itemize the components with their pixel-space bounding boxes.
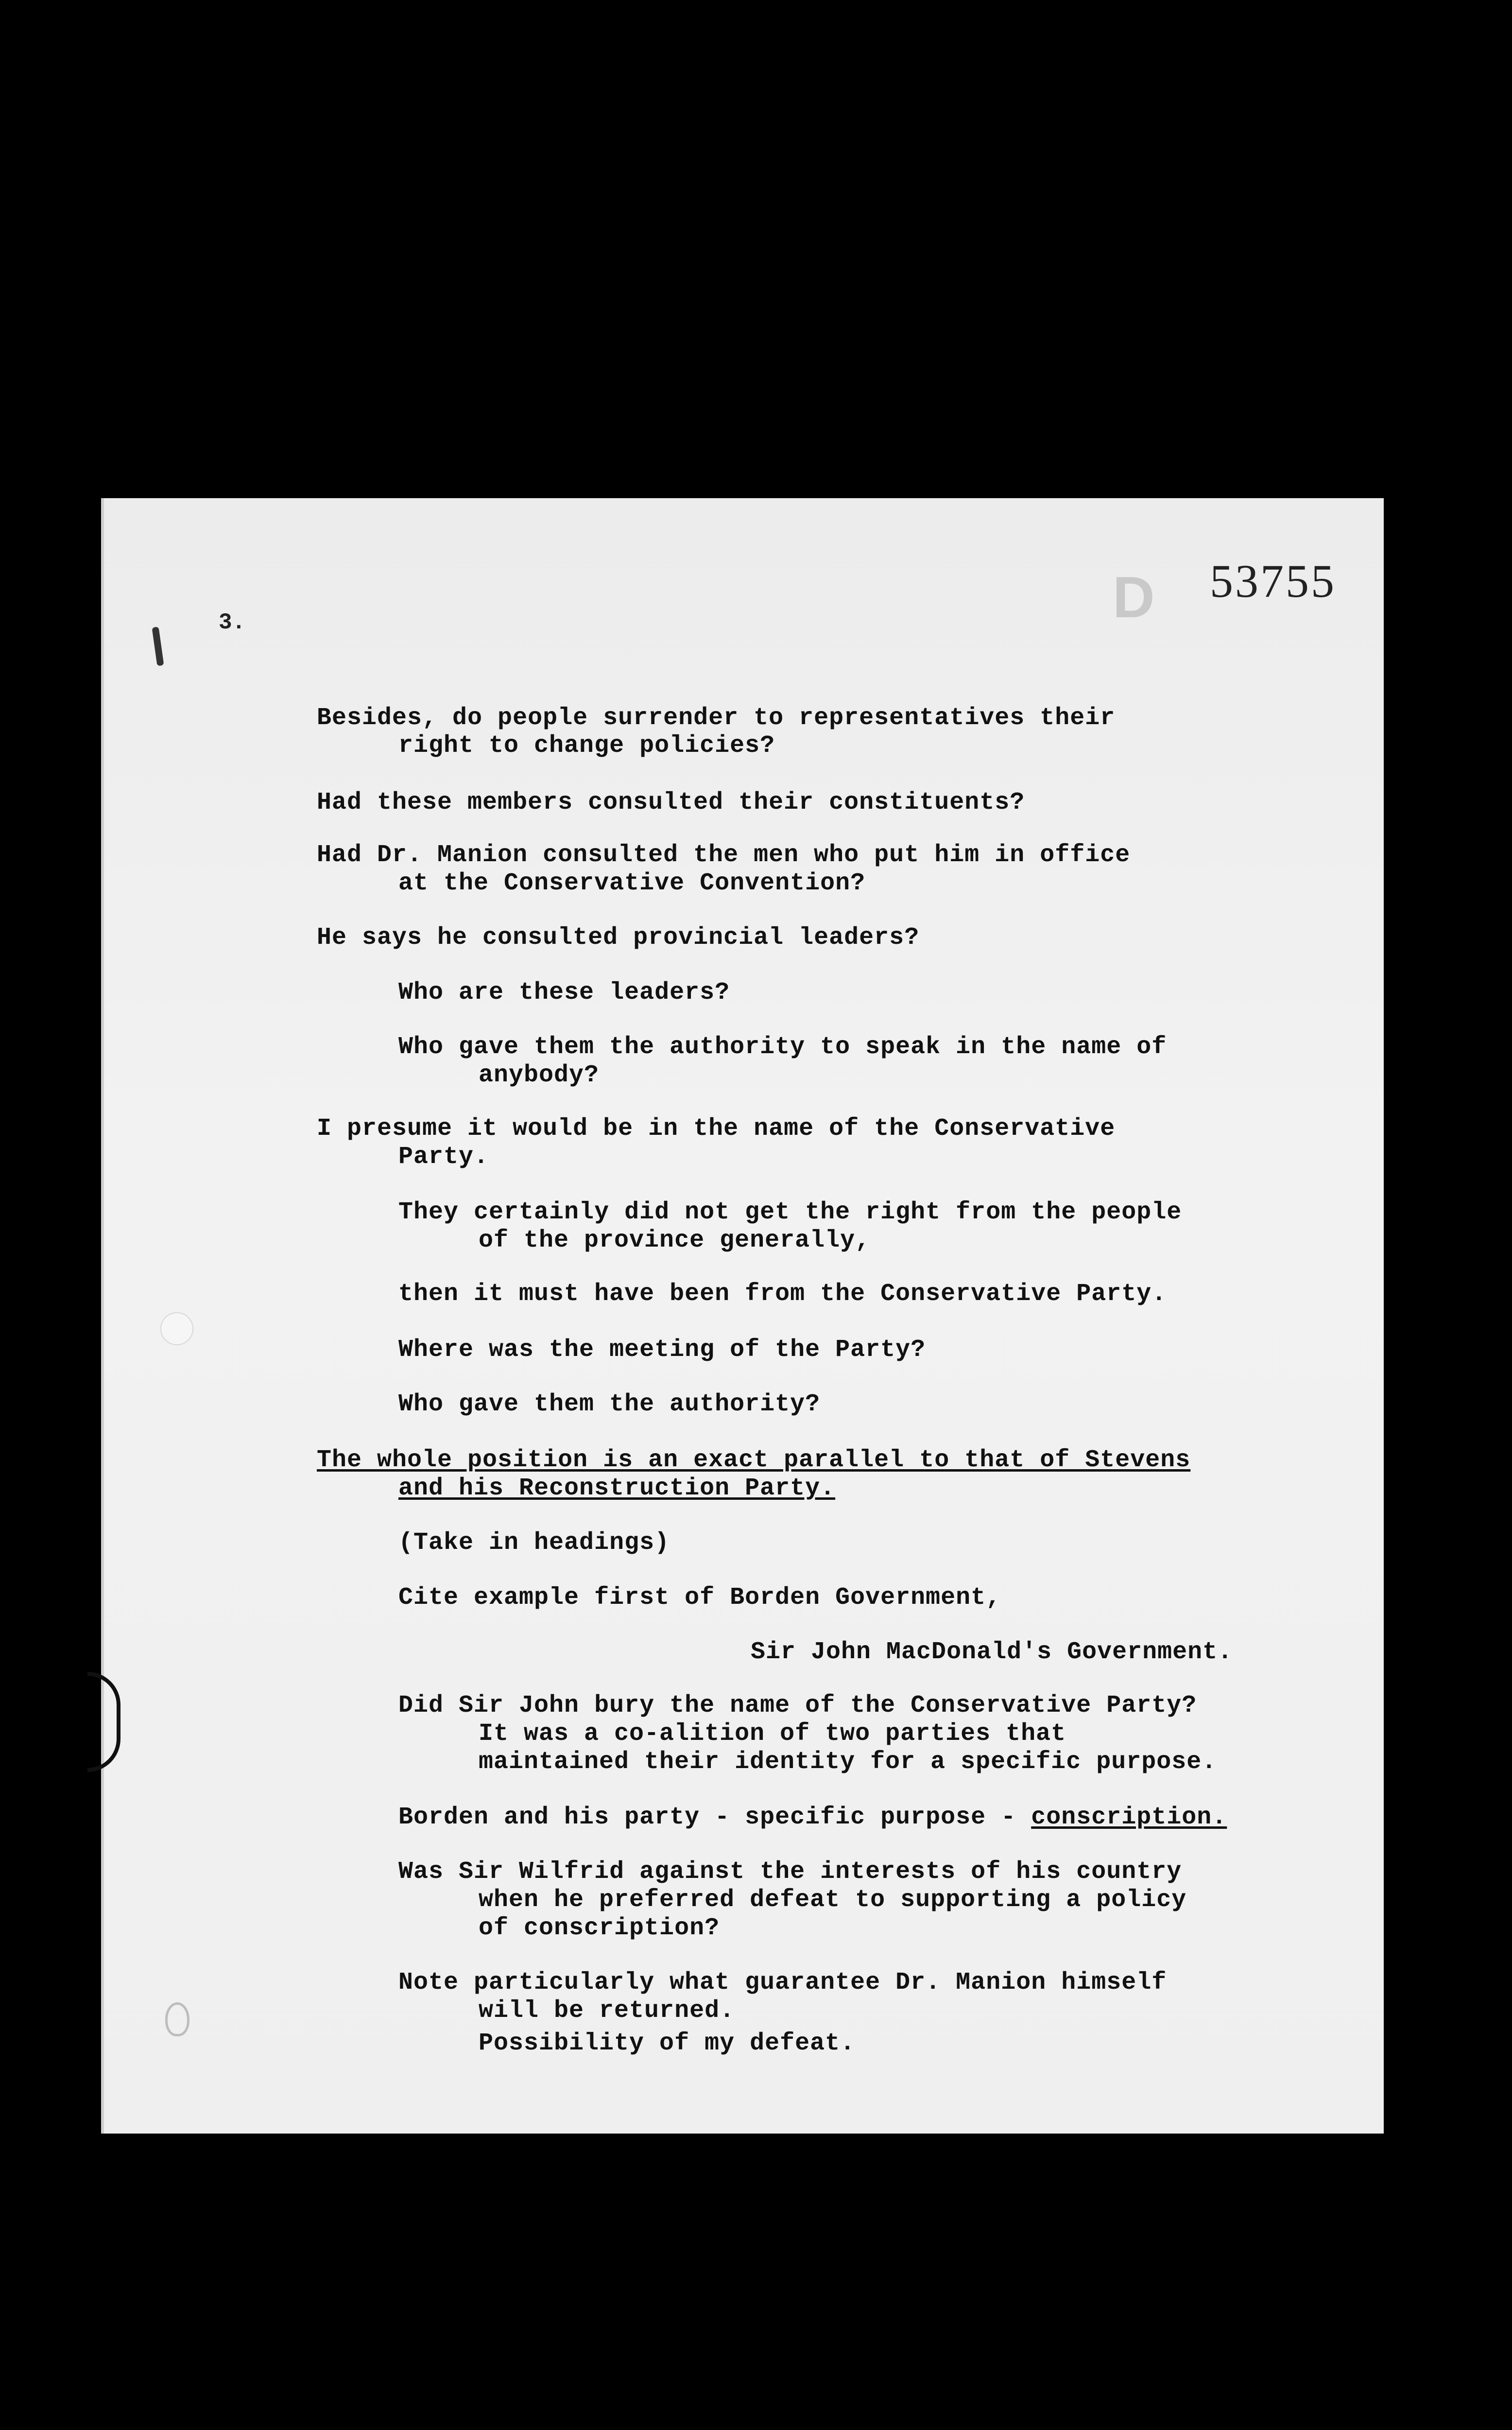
text-line: of the province generally, (479, 1227, 871, 1254)
text-line: maintained their identity for a specific purpose. (479, 1748, 1217, 1776)
text-line: Did Sir John bury the name of the Conservative Party? (398, 1692, 1197, 1719)
punch-hole (160, 1312, 193, 1345)
text-segment: Borden and his party - specific purpose - (398, 1804, 1031, 1831)
text-line: then it must have been from the Conservative Party. (398, 1280, 1167, 1308)
page-number: 3. (219, 610, 246, 635)
text-line: Had Dr. Manion consulted the men who put him in office (317, 841, 1131, 869)
text-line: Who gave them the authority to speak in the name of (398, 1033, 1167, 1061)
text-line: Where was the meeting of the Party? (398, 1336, 926, 1364)
text-line: Was Sir Wilfrid against the interests of his country (398, 1858, 1182, 1886)
underlined-text-line: and his Reconstruction Party. (398, 1475, 836, 1502)
text-line: of conscription? (479, 1914, 720, 1942)
text-line: Sir John MacDonald's Government. (751, 1638, 1233, 1666)
text-line (398, 1803, 1227, 1832)
text-line: Party. (398, 1143, 489, 1171)
underlined-text-line: The whole position is an exact parallel to that of Stevens (317, 1446, 1191, 1474)
text-line: I presume it would be in the name of the Conservative (317, 1115, 1116, 1143)
margin-smudge (165, 2002, 189, 2036)
text-line: Had these members consulted their constituents? (317, 789, 1025, 816)
underlined-word: conscription. (1031, 1804, 1227, 1831)
text-line: when he preferred defeat to supporting a policy (479, 1886, 1187, 1914)
text-line: Possibility of my defeat. (479, 2030, 856, 2057)
text-line: They certainly did not get the right from the people (398, 1198, 1182, 1226)
text-line: Who gave them the authority? (398, 1390, 821, 1418)
text-line: Cite example first of Borden Government, (398, 1584, 1001, 1612)
text-line: Who are these leaders? (398, 979, 730, 1007)
text-line: at the Conservative Convention? (398, 869, 866, 897)
document-number: 53755 (1210, 555, 1336, 607)
text-line: Besides, do people surrender to representatives their (317, 704, 1116, 732)
text-line: will be returned. (479, 1997, 735, 2025)
text-line: anybody? (479, 1061, 600, 1089)
text-line: (Take in headings) (398, 1529, 670, 1557)
text-line: He says he consulted provincial leaders? (317, 924, 920, 952)
stamp-letter: D (1113, 565, 1155, 630)
text-line: It was a co-alition of two parties that (479, 1720, 1066, 1748)
text-line: right to change policies? (398, 732, 775, 760)
text-line: Note particularly what guarantee Dr. Manion himself (398, 1969, 1167, 1996)
